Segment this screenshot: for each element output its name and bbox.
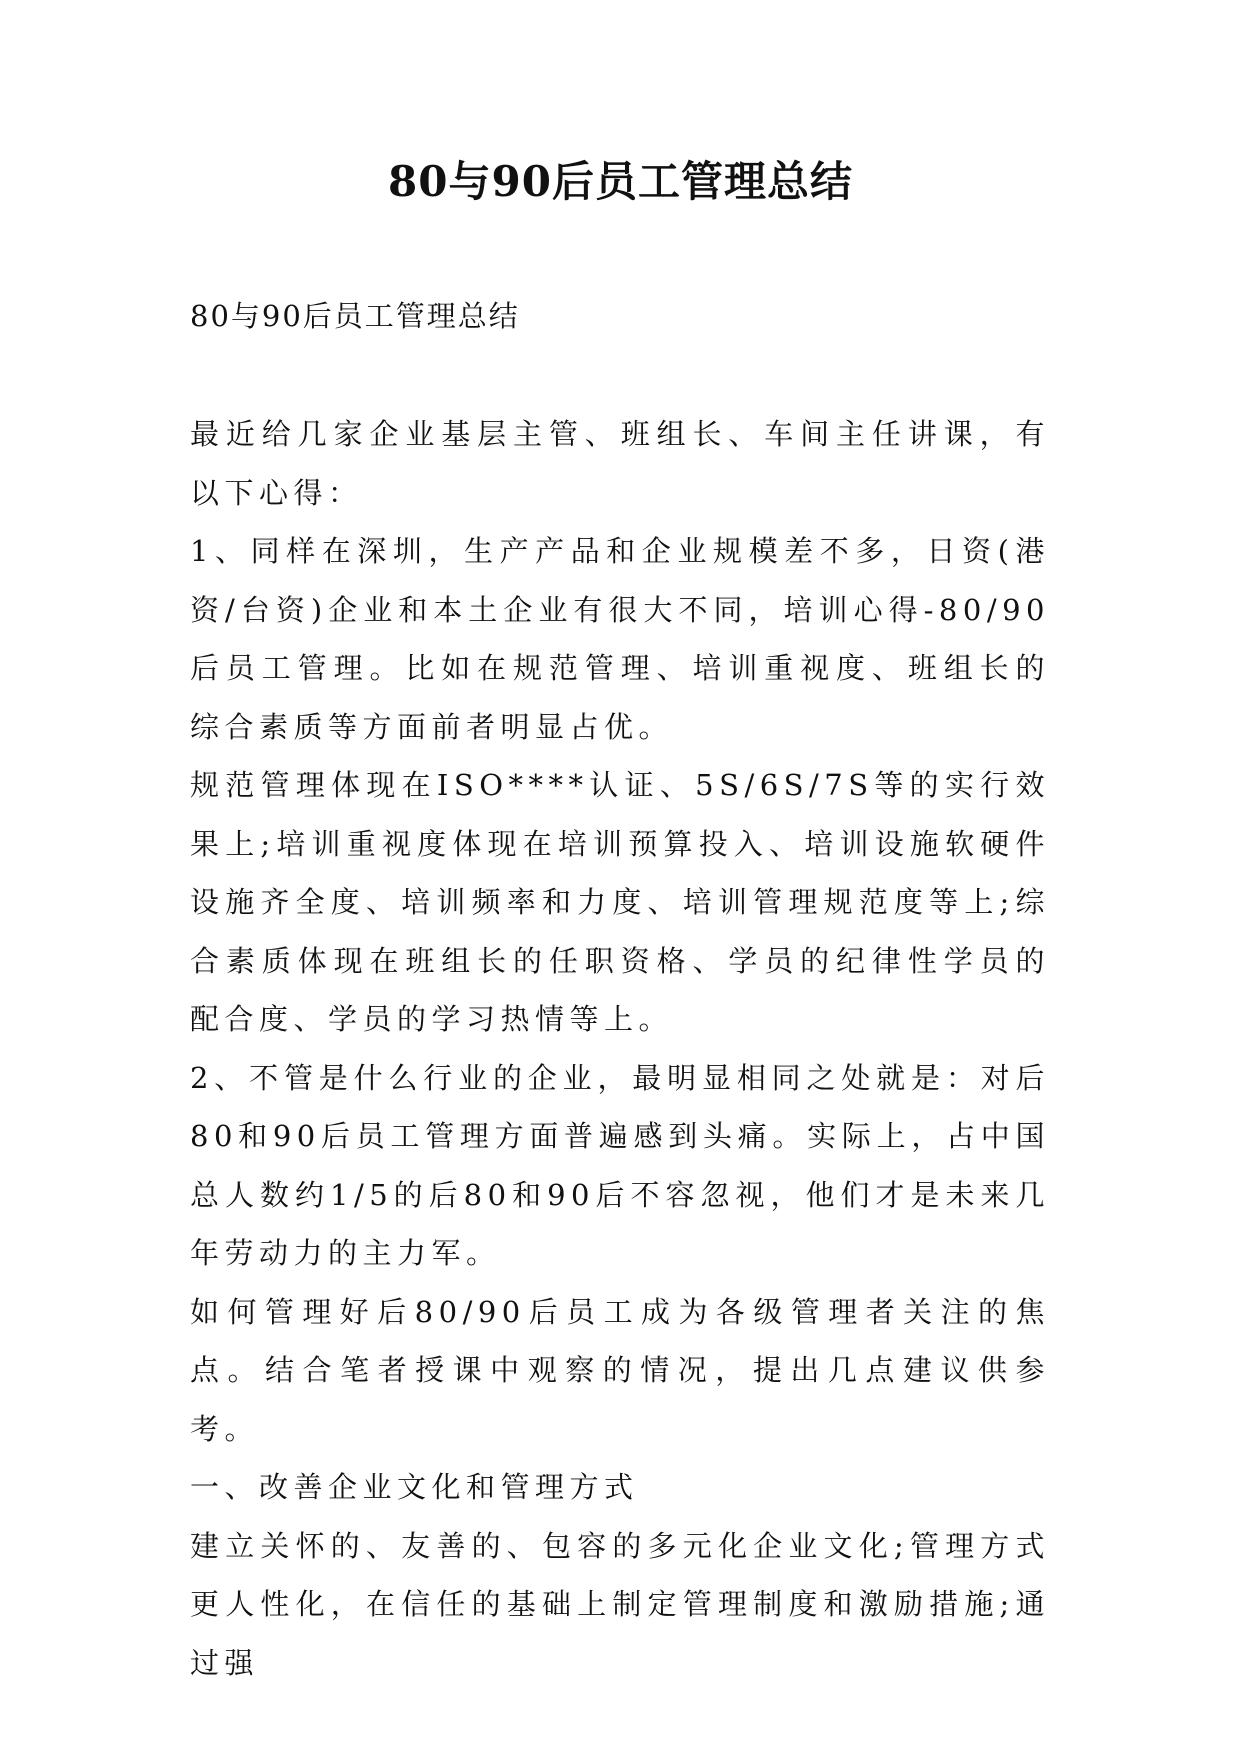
paragraph: 规范管理体现在ISO****认证、5S/6S/7S等的实行效果上;培训重视度体现在培训预算投入、培训设施软硬件设施齐全度、培训频率和力度、培训管理规范度等上;综合素质体现在班组长的任职资格、学员的纪律性学员的配合度、学员的学习热情等上。: [190, 768, 1050, 1036]
section-heading: 一、改善企业文化和管理方式: [190, 1470, 639, 1504]
paragraph: 最近给几家企业基层主管、班组长、车间主任讲课，有以下心得：: [190, 417, 1050, 510]
document-body: [190, 405, 1050, 1692]
paragraph: 1、同样在深圳，生产产品和企业规模差不多，日资(港资/台资)企业和本土企业有很大不同，培训心得-80/90后员工管理。比如在规范管理、培训重视度、班组长的综合素质等方面前者明显占优。: [190, 534, 1050, 744]
paragraph: 2、不管是什么行业的企业，最明显相同之处就是：对后80和90后员工管理方面普遍感到头痛。实际上，占中国总人数约1/5的后80和90后不容忽视，他们才是未来几年劳动力的主力军。: [190, 1060, 1050, 1270]
paragraph: 建立关怀的、友善的、包容的多元化企业文化;管理方式更人性化，在信任的基础上制定管理制度和激励措施;通过强: [190, 1528, 1050, 1680]
document-title: 80与90后员工管理总结: [388, 157, 853, 206]
paragraph: 如何管理好后80/90后员工成为各级管理者关注的焦点。结合笔者授课中观察的情况，提出几点建议供参考。: [190, 1294, 1050, 1446]
document-subtitle: 80与90后员工管理总结: [190, 299, 520, 333]
